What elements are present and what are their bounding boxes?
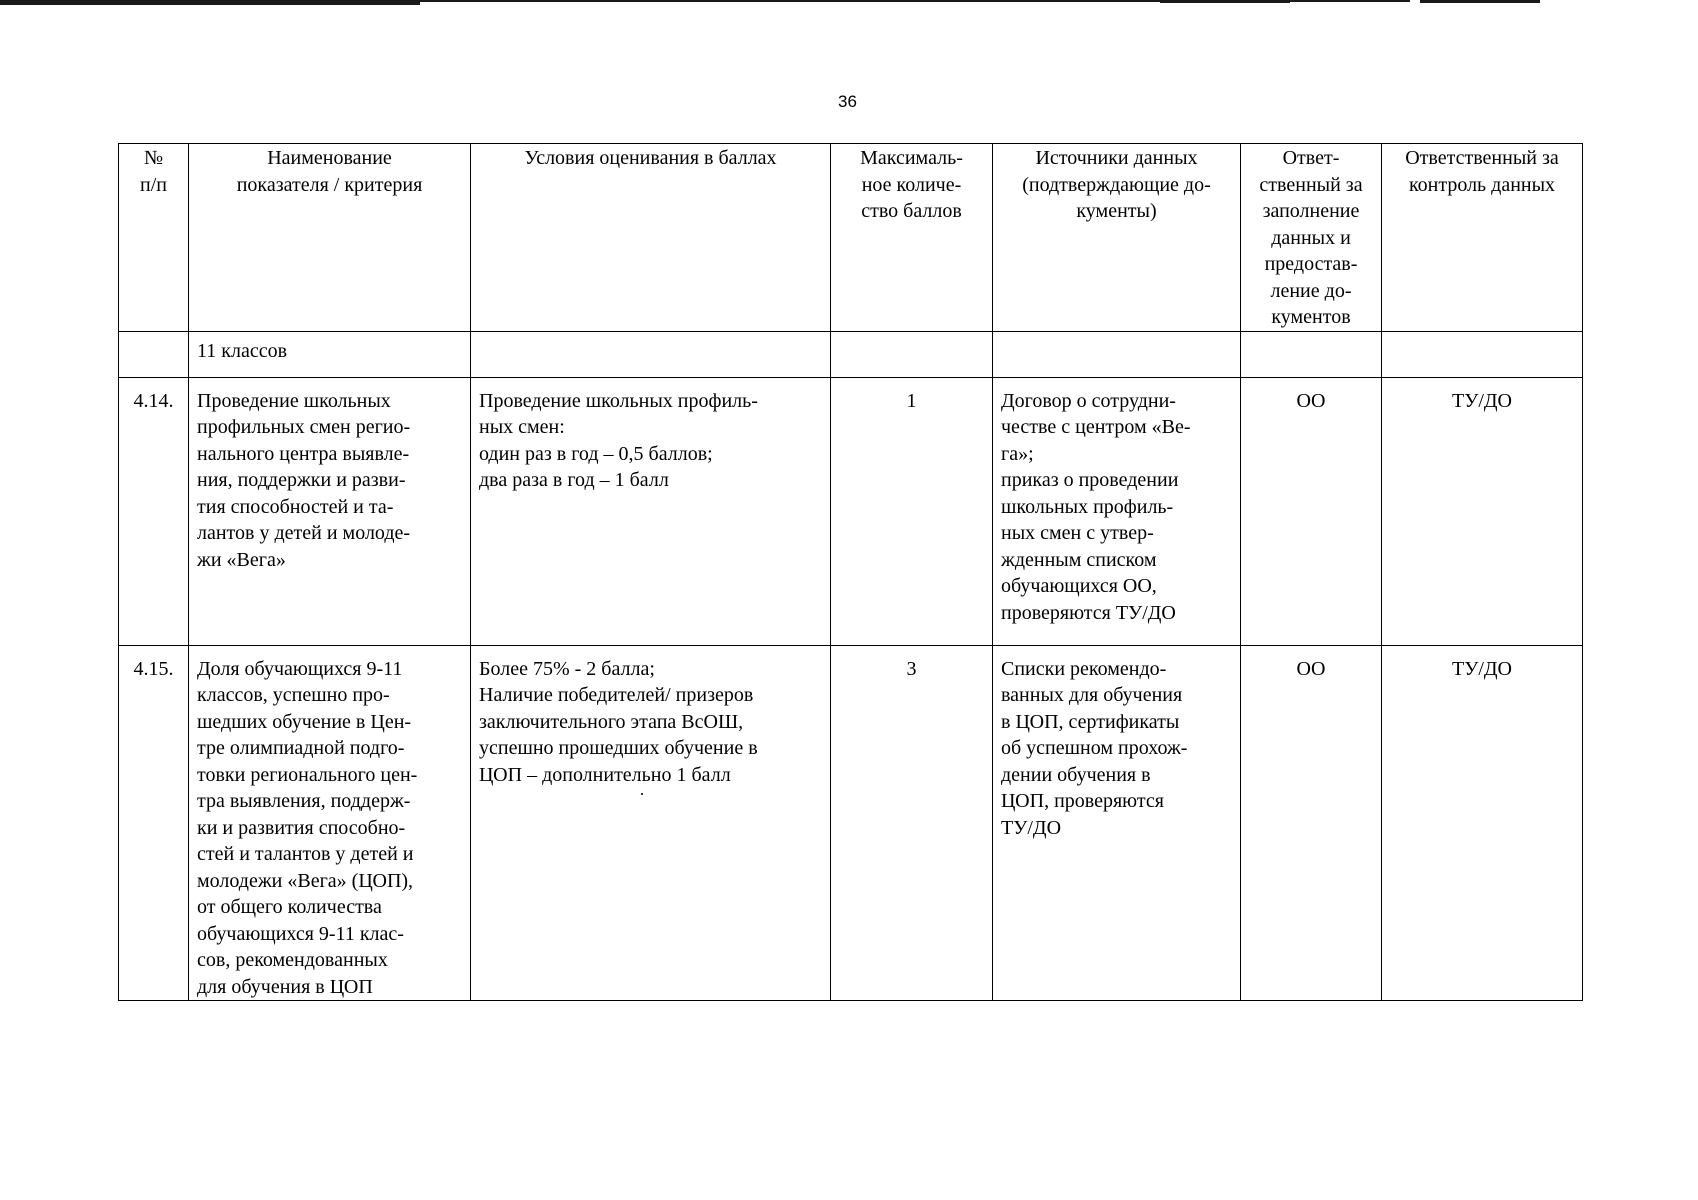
text-line: школьных профиль- xyxy=(1001,495,1174,518)
cell-name xyxy=(189,645,471,1001)
header-max xyxy=(831,144,993,332)
text-line: профильных смен регио- xyxy=(197,416,411,438)
text-line: Наличие победителей/ призеров xyxy=(479,684,754,706)
text-line: ТУ/ДО xyxy=(1001,816,1062,839)
cell-max xyxy=(831,331,993,377)
text-line: Условия оценивания в баллах xyxy=(524,147,777,169)
text-line: ния, поддержки и разви- xyxy=(197,469,406,491)
text-line: ных смен с утвер- xyxy=(1001,522,1154,544)
text-line: Проведение школьных профиль- xyxy=(479,389,758,412)
cell-name: 11 классов xyxy=(189,331,471,377)
text-line: Ответственный за xyxy=(1405,147,1559,169)
text-line: в ЦОП, сертификаты xyxy=(1001,710,1180,733)
cell-responsible: ОО xyxy=(1241,645,1382,1001)
text-line: ление до- xyxy=(1270,279,1352,302)
text-line: тия способностей и та- xyxy=(197,495,394,518)
text-line: приказ о проведении xyxy=(1001,469,1179,491)
text-line: жи «Вега» xyxy=(197,548,286,571)
text-line: сов, рекомендованных xyxy=(197,949,388,971)
text-line: товки регионального цен- xyxy=(197,763,418,786)
header-sources xyxy=(993,144,1241,332)
text-line: тра выявления, поддерж- xyxy=(197,790,411,812)
text-line: ство баллов xyxy=(861,200,962,222)
text-line: два раза в год – 1 балл xyxy=(479,469,669,491)
text-line: классов, успешно про- xyxy=(197,684,390,706)
text-line: Проведение школьных xyxy=(197,389,391,412)
cell-conditions xyxy=(471,331,831,377)
cell-conditions xyxy=(471,645,831,1001)
cell-control: ТУ/ДО xyxy=(1382,645,1583,1001)
text-line: п/п xyxy=(140,173,167,196)
text-line: ных смен: xyxy=(479,416,565,438)
text-line: ки и развития способно- xyxy=(197,816,406,839)
text-line: кументы) xyxy=(1076,200,1157,222)
header-control xyxy=(1382,144,1583,332)
text-line: контроль данных xyxy=(1408,173,1556,196)
text-line: от общего количества xyxy=(197,896,382,918)
text-line: один раз в год – 0,5 баллов; xyxy=(479,442,713,465)
cell-num: 4.15. xyxy=(119,645,189,1001)
cell-sources xyxy=(993,331,1241,377)
criteria-table xyxy=(118,143,1583,1001)
text-line: честве с центром «Ве- xyxy=(1001,416,1191,438)
cell-responsible: ОО xyxy=(1241,377,1382,645)
table-row xyxy=(119,645,1583,1001)
text-line: обучающихся ОО, xyxy=(1001,575,1157,597)
text-line: ЦОП, проверяются xyxy=(1001,790,1164,812)
text-line: дении обучения в xyxy=(1001,763,1151,786)
page-number: 36 xyxy=(838,92,857,111)
cell-responsible xyxy=(1241,331,1382,377)
text-line: Договор о сотрудни- xyxy=(1001,389,1176,412)
text-line: данных и xyxy=(1271,226,1351,249)
text-line: успешно прошедших обучение в xyxy=(479,737,758,759)
text-line: ванных для обучения xyxy=(1001,684,1183,706)
header-num xyxy=(119,144,189,332)
text-line: ственный за xyxy=(1259,173,1363,196)
text-line: заключительного этапа ВсОШ, xyxy=(479,710,744,733)
text-line: ное количе- xyxy=(861,173,962,196)
text-line: тре олимпиадной подго- xyxy=(197,737,405,759)
text-line: ЦОП – дополнительно 1 балл xyxy=(479,763,731,786)
header-conditions xyxy=(471,144,831,332)
cell-max: 1 xyxy=(831,377,993,645)
text-line: № xyxy=(143,147,164,169)
text-line: га»; xyxy=(1001,442,1034,465)
text-line: Ответ- xyxy=(1282,147,1340,169)
text-line: проверяются ТУ/ДО xyxy=(1001,601,1176,624)
text-line: обучающихся 9-11 клас- xyxy=(197,922,404,945)
table-row xyxy=(119,377,1583,645)
text-line: стей и талантов у детей и xyxy=(197,843,414,865)
cell-sources xyxy=(993,377,1241,645)
header-responsible xyxy=(1241,144,1382,332)
text-line: Максималь- xyxy=(860,147,963,169)
scan-speck xyxy=(641,793,643,795)
text-line: (подтверждающие до- xyxy=(1022,173,1211,196)
text-line: Источники данных xyxy=(1035,147,1198,169)
text-line: кументов xyxy=(1271,306,1351,328)
text-line: лантов у детей и молоде- xyxy=(197,522,411,544)
cell-num: 4.14. xyxy=(119,377,189,645)
cell-sources xyxy=(993,645,1241,1001)
text-line: Более 75% - 2 балла; xyxy=(479,657,655,680)
text-line: предостав- xyxy=(1264,253,1358,275)
text-line: для обучения в ЦОП xyxy=(197,975,373,998)
table-row-continuation xyxy=(119,331,1583,377)
cell-max: 3 xyxy=(831,645,993,1001)
text-line: заполнение xyxy=(1262,200,1360,222)
cell-num xyxy=(119,331,189,377)
text-line: Наименование xyxy=(267,147,392,169)
cell-control xyxy=(1382,331,1583,377)
text-line: нального центра выявле- xyxy=(197,442,410,465)
header-name xyxy=(189,144,471,332)
cell-name xyxy=(189,377,471,645)
cell-control: ТУ/ДО xyxy=(1382,377,1583,645)
text-line: жденным списком xyxy=(1001,548,1157,571)
text-line: молодежи «Вега» (ЦОП), xyxy=(197,869,414,892)
text-line: об успешном прохож- xyxy=(1001,737,1188,759)
cell-conditions xyxy=(471,377,831,645)
text-line: показателя / критерия xyxy=(236,173,423,196)
text-line: Доля обучающихся 9-11 xyxy=(197,657,403,680)
text-line: шедших обучение в Цен- xyxy=(197,710,412,733)
table-header-row xyxy=(119,144,1583,332)
text-line: Списки рекомендо- xyxy=(1001,657,1167,680)
